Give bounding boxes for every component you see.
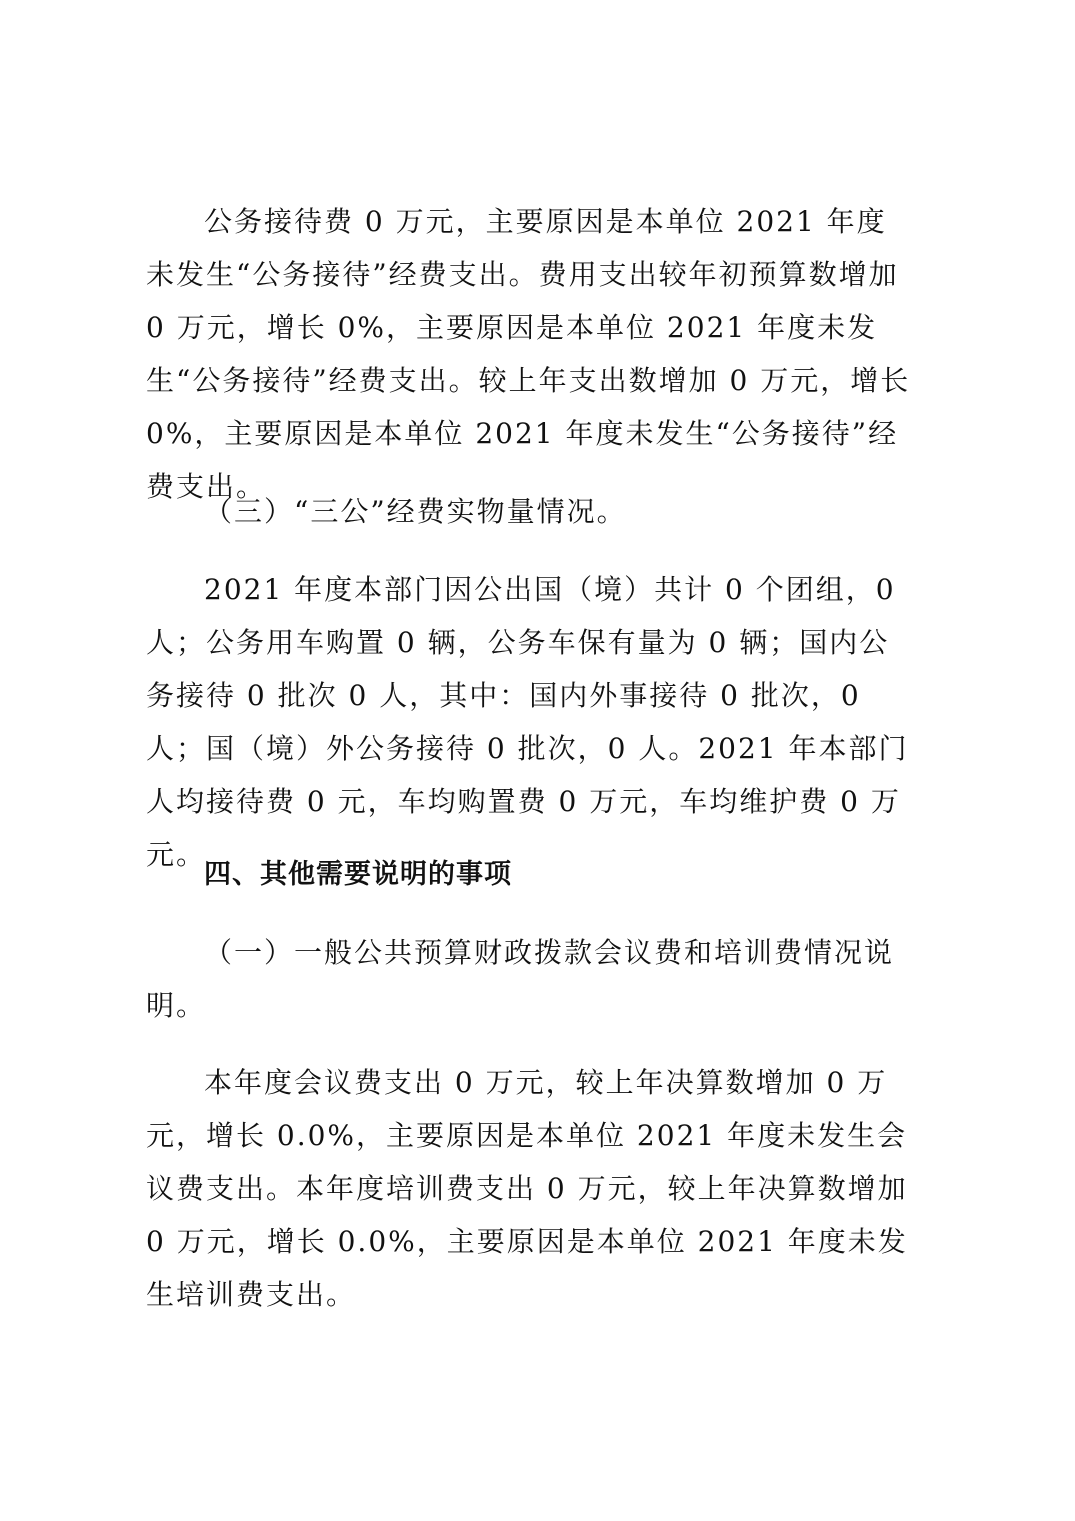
- section-heading-three-public-physical: （三）“三公”经费实物量情况。: [204, 495, 627, 528]
- paragraph-meeting-training-expense: 本年度会议费支出 0 万元，较上年决算数增加 0 万元，增长 0.0%，主要原因是本单位 2021 年度未发生会议费支出。本年度培训费支出 0 万元，较上年决算数增加 0 万元，增长 0.0%，主要原因是本单位 2021 年度未发生培训费支出。: [146, 1066, 908, 1311]
- paragraph-reception-expense: 公务接待费 0 万元，主要原因是本单位 2021 年度未发生“公务接待”经费支出。费用支出较年初预算数增加 0 万元，增长 0%，主要原因是本单位 2021 年度未发生“公务接待”经费支出。较上年支出数增加 0 万元，增长 0%，主要原因是本单位 2021 年度未发生“公务接待”经费支出。: [146, 205, 911, 503]
- section-heading-other-matters: 四、其他需要说明的事项: [204, 859, 512, 890]
- section-heading-meeting-training: （一）一般公共预算财政拨款会议费和培训费情况说明。: [146, 936, 895, 1022]
- paragraph-physical-quantities: 2021 年度本部门因公出国（境）共计 0 个团组，0 人；公务用车购置 0 辆，公务车保有量为 0 辆；国内公务接待 0 批次 0 人，其中：国内外事接待 0 批次，0 人；国（境）外公务接待 0 批次，0 人。2021 年本部门人均接待费 0 元，车均购置费 0 万元，车均维护费 0 万元。: [146, 573, 909, 871]
